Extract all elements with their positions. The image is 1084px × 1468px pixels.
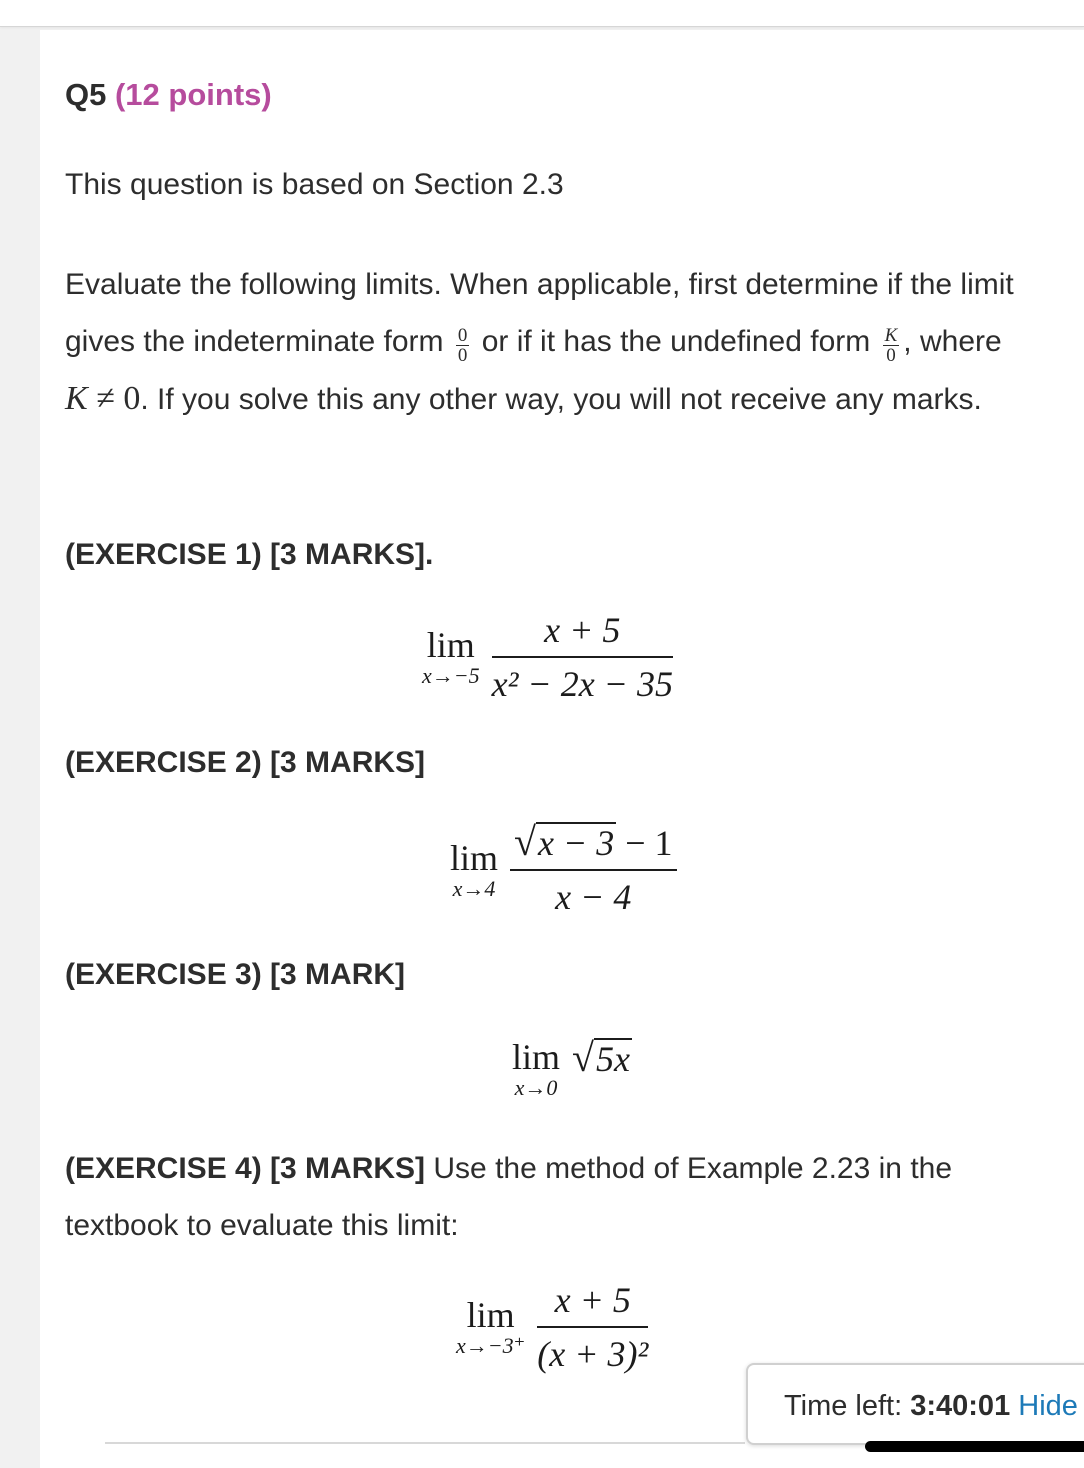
fraction-denominator: (x + 3)² xyxy=(537,1334,649,1374)
question-title xyxy=(65,77,272,113)
lim-word: lim xyxy=(512,1037,561,1077)
exercise-4-text: Use the method of Example 2.23 in the textbook to evaluate this limit: xyxy=(65,1152,953,1242)
exercise-4-formula xyxy=(456,1280,648,1374)
exercise-3-heading: (EXERCISE 3) [3 MARK] xyxy=(65,958,406,991)
exercise-2-heading: (EXERCISE 2) [3 MARKS] xyxy=(65,746,426,779)
divider xyxy=(105,1442,745,1444)
limit-fraction xyxy=(492,610,673,704)
exercise-2-formula xyxy=(450,819,677,917)
question-number: Q5 xyxy=(65,77,107,112)
radical-sign: √ xyxy=(572,1035,594,1080)
fraction-numerator: x + 5 xyxy=(492,610,673,658)
zero-value: 0 xyxy=(123,380,141,417)
hide-timer-link[interactable]: Hide xyxy=(1018,1390,1078,1422)
timer-widget xyxy=(746,1363,1084,1445)
lim-word: lim xyxy=(426,625,475,665)
radicand: 5x xyxy=(595,1039,630,1079)
radical-sign: √ xyxy=(514,819,536,864)
limit-operator xyxy=(450,839,498,901)
instructions-paragraph xyxy=(65,256,1025,428)
exercise-4-paragraph xyxy=(65,1140,1025,1254)
limit-fraction xyxy=(510,819,677,917)
exercise-1-formula xyxy=(422,610,673,704)
square-root xyxy=(514,819,616,864)
lim-subscript: x→0 xyxy=(514,1075,558,1100)
limit-operator xyxy=(422,626,480,688)
fraction-denominator: 0 xyxy=(886,345,896,366)
square-root xyxy=(572,1035,632,1080)
fraction-denominator: x − 4 xyxy=(555,877,632,917)
timer-label: Time left: xyxy=(784,1390,911,1422)
lim-subscript: x→−3⁺ xyxy=(456,1333,526,1358)
fraction-denominator: 0 xyxy=(457,345,468,366)
instructions-text-4: . If you solve this any other way, you will not receive any marks. xyxy=(140,383,982,416)
exercise-4-heading: (EXERCISE 4) [3 MARKS] xyxy=(65,1152,426,1185)
k-variable: K xyxy=(65,380,88,417)
limit-operator xyxy=(512,1038,560,1100)
intro-text: This question is based on Section 2.3 xyxy=(65,168,564,201)
instructions-text-3: , where xyxy=(903,325,1002,358)
fraction-numerator: K xyxy=(884,325,898,346)
question-points: (12 points) xyxy=(114,77,272,112)
fraction-numerator: 0 xyxy=(457,325,468,346)
fraction-numerator xyxy=(510,819,677,871)
home-indicator xyxy=(865,1441,1084,1452)
limit-fraction xyxy=(537,1280,648,1374)
indeterminate-form-fraction xyxy=(456,326,470,365)
fraction-denominator: x² − 2x − 35 xyxy=(491,664,673,704)
instructions-text-1: Evaluate the following limits. When applicable, first determine if the limit gives the indeterminate form xyxy=(65,268,1014,358)
timer-value: 3:40:01 xyxy=(910,1390,1011,1422)
lim-word: lim xyxy=(466,1295,515,1335)
numerator-rest: − 1 xyxy=(616,823,673,863)
instructions-text-2: or if it has the undefined form xyxy=(481,325,871,358)
fraction-numerator: x + 5 xyxy=(537,1280,648,1328)
radicand: x − 3 xyxy=(537,823,615,863)
exercise-1-heading: (EXERCISE 1) [3 MARKS]. xyxy=(65,538,434,571)
k-not-zero-expression xyxy=(65,380,140,417)
lim-subscript: x→4 xyxy=(452,875,496,901)
top-bar xyxy=(0,0,1084,27)
exercise-3-formula xyxy=(512,1035,632,1100)
lim-word: lim xyxy=(450,837,499,878)
limit-operator xyxy=(456,1296,525,1358)
undefined-form-fraction xyxy=(883,326,900,365)
not-equal-sign: ≠ xyxy=(96,380,115,417)
lim-subscript: x→−5 xyxy=(422,663,480,688)
